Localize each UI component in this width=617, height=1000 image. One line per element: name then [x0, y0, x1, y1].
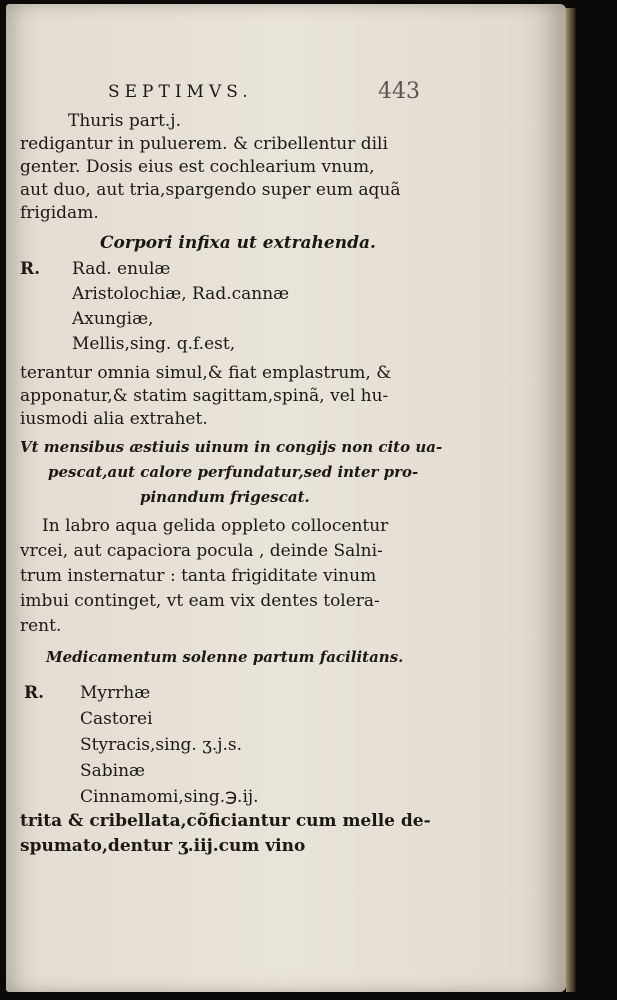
text-line: trum insternatur : tanta frigiditate vinum — [20, 566, 377, 586]
ingredient-line: Axungiæ, — [72, 309, 154, 329]
text-line: aut duo, aut tria,spargendo super eum aquã — [20, 180, 401, 200]
text-line: terantur omnia simul,& fiat emplastrum, & — [20, 363, 392, 383]
ingredient-line: Cinnamomi,sing.℈.ij. — [80, 787, 259, 807]
ingredient-line: Styracis,sing. ʒ.j.s. — [80, 735, 243, 755]
recipe-marker: R. — [24, 683, 45, 703]
section-heading: Vt mensibus æstiuis uinum in congijs non cito ua- — [20, 438, 443, 456]
text-line: In labro aqua gelida oppleto collocentur — [42, 516, 389, 536]
text-line: apponatur,& statim sagittam,spinã, vel hu- — [20, 386, 389, 406]
ingredient-line: Rad. enulæ — [72, 259, 171, 279]
text-line: spumato,dentur ʒ.iij.cum vino — [20, 836, 306, 856]
page-fore-edge — [566, 8, 576, 992]
text-line: frigidam. — [20, 203, 99, 223]
ingredient-line: Myrrhæ — [80, 683, 151, 703]
text-line: rent. — [20, 616, 62, 636]
ingredient-line: Thuris part.j. — [68, 111, 181, 131]
running-head: SEPTIMVS. — [108, 82, 253, 102]
section-heading: pinandum frigescat. — [140, 488, 310, 506]
text-line: iusmodi alia extrahet. — [20, 409, 208, 429]
text-line: redigantur in puluerem. & cribellentur dili — [20, 134, 388, 154]
section-heading: Corpori infixa ut extrahenda. — [100, 233, 376, 253]
text-line: vrcei, aut capaciora pocula , deinde Salni- — [20, 541, 383, 561]
text-line: trita & cribellata,cõficiantur cum melle de- — [20, 811, 431, 831]
section-heading: pescat,aut calore perfundatur,sed inter pro- — [48, 463, 419, 481]
ingredient-line: Sabinæ — [80, 761, 146, 781]
text-line: imbui continget, vt eam vix dentes tolera- — [20, 591, 380, 611]
ingredient-line: Castorei — [80, 709, 153, 729]
section-heading: Medicamentum solenne partum facilitans. — [46, 648, 404, 666]
recipe-marker: R. — [20, 259, 41, 279]
text-line: genter. Dosis eius est cochlearium vnum, — [20, 157, 375, 177]
page-number: 443 — [378, 79, 420, 104]
ingredient-line: Aristolochiæ, Rad.cannæ — [72, 284, 290, 304]
ingredient-line: Mellis,sing. q.f.est, — [72, 334, 236, 354]
